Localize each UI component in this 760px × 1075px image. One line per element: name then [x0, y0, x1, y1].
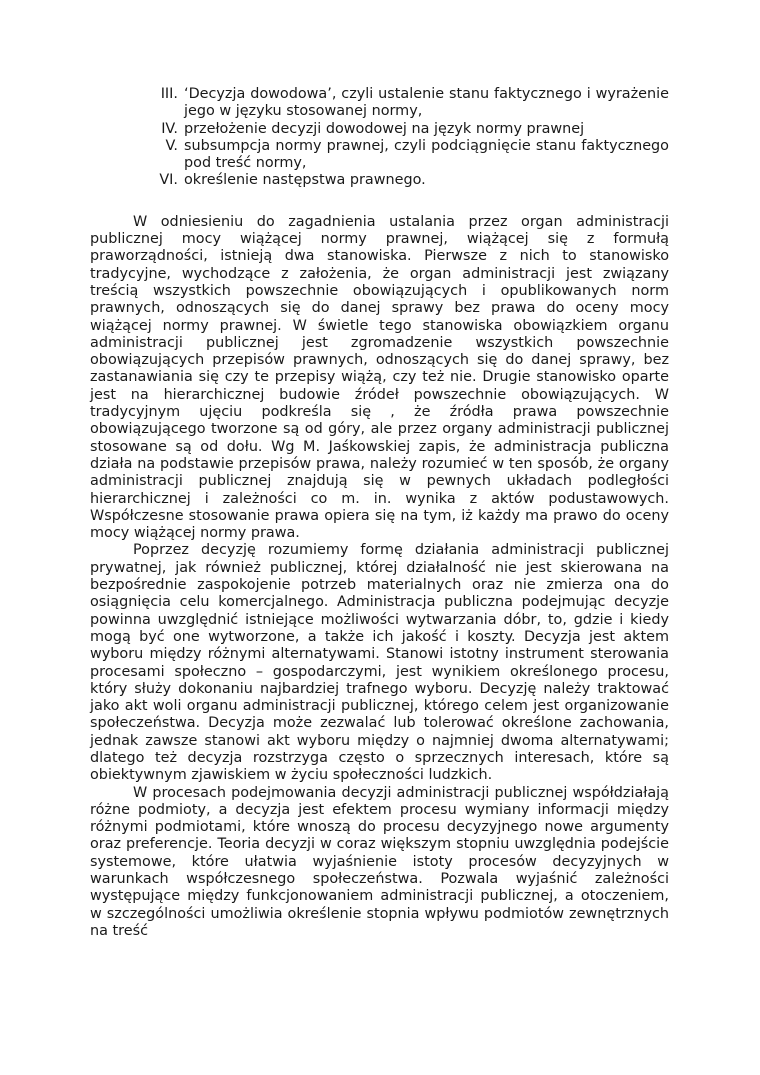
list-number: V. [165, 137, 178, 154]
paragraph-binding-force: W odniesieniu do zagadnienia ustalania przez organ administracji publicznej mocy wiążącej normy prawnej, wiążącej się z formułą praworządności, istnieją dwa stanowiska. Pierwsze z nich to stanowisko tradycyjne, wychodzące z założenia, że organ administracji jest związany treścią wszystkich powszechnie obowiązujących i opublikowanych norm prawnych, odnoszących się do danej sprawy bez prawa do oceny mocy wiążącej normy prawnej. W świetle tego stanowiska obowiązkiem organu administracji publicznej jest zgromadzenie wszystkich powszechnie obowiązujących przepisów prawnych, odnoszących się do danej sprawy, bez zastanawiania się czy te przepisy wiążą, czy też nie. Drugie stanowisko oparte jest na hierarchicznej budowie źródeł powszechnie obowiązujących. W tradycyjnym ujęciu podkreśla się , że źródła prawa powszechnie obowiązującego tworzone są od góry, ale przez organy administracji publicznej stosowane są od dołu. Wg M. Jaśkowskiej zapis, że administracja publiczna działa na podstawie przepisów prawa, należy rozumieć w ten sposób, że organy administracji publicznej znajdują się w pewnych układach podległości hierarchicznej i zależności co m. in. wynika z aktów podustawowych. Współczesne stosowanie prawa opiera się na tym, iż każdy ma prawo do oceny mocy wiążącej normy prawa. [90, 213, 669, 542]
document-page [90, 86, 669, 940]
list-item [90, 121, 669, 138]
list-item-text: określenie następstwa prawnego. [184, 172, 426, 189]
list-item [90, 86, 669, 121]
list-number: III. [160, 86, 178, 102]
paragraph-decision-definition: Poprzez decyzję rozumiemy formę działania administracji publicznej prywatnej, jak również publicznej, której działalność nie jest skierowana na bezpośrednie zaspokojenie potrzeb materialnych oraz nie zmierza ona do osiągnięcia celu komercjalnego. Administracja publiczna podejmując decyzje powinna uwzględnić istniejące możliwości wytwarzania dóbr, to, gdzie i kiedy mogą być one wytworzone, a także ich jakość i koszty. Decyzja jest aktem wyboru między różnymi alternatywami. Stanowi istotny instrument sterowania procesami społeczno – gospodarczymi, jest wynikiem określonego procesu, który służy dokonaniu najbardziej trafnego wyboru. Decyzję należy traktować jako akt woli organu administracji publicznej, którego celem jest organizowanie społeczeństwa. Decyzja może zezwalać lub tolerować określone zachowania, jednak zawsze stanowi akt wyboru między o najmniej dwoma alternatywami; dlatego też decyzja rozstrzyga często o sprzecznych interesach, które są obiektywnym zjawiskiem w życiu społeczności ludzkich. [90, 542, 669, 784]
list-number: IV. [161, 120, 178, 137]
numbered-list [90, 86, 669, 190]
list-item [90, 138, 669, 173]
paragraph-decision-process: W procesach podejmowania decyzji administracji publicznej współdziałają różne podmioty, a decyzja jest efektem procesu wymiany informacji między różnymi podmiotami, które wnoszą do procesu decyzyjnego nowe argumenty oraz preferencje. Teoria decyzji w coraz większym stopniu uwzględnia podejście systemowe, które ułatwia wyjaśnienie istoty procesów decyzyjnych w warunkach współczesnego społeczeństwa. Pozwala wyjaśnić zależności występujące między funkcjonowaniem administracji publicznej, a otoczeniem, w szczególności umożliwia określenie stopnia wpływu podmiotów zewnętrznych na treść [90, 784, 669, 939]
list-item-text: ‘Decyzja dowodowa’, czyli ustalenie stanu faktycznego i wyrażenie jego w języku stosowanej normy, [184, 86, 669, 120]
list-number: VI. [159, 172, 178, 189]
list-item-text: przełożenie decyzji dowodowej na język normy prawnej [184, 120, 585, 137]
list-item-text: subsumpcja normy prawnej, czyli podciągnięcie stanu faktycznego pod treść normy, [184, 137, 669, 172]
list-item [90, 172, 669, 189]
